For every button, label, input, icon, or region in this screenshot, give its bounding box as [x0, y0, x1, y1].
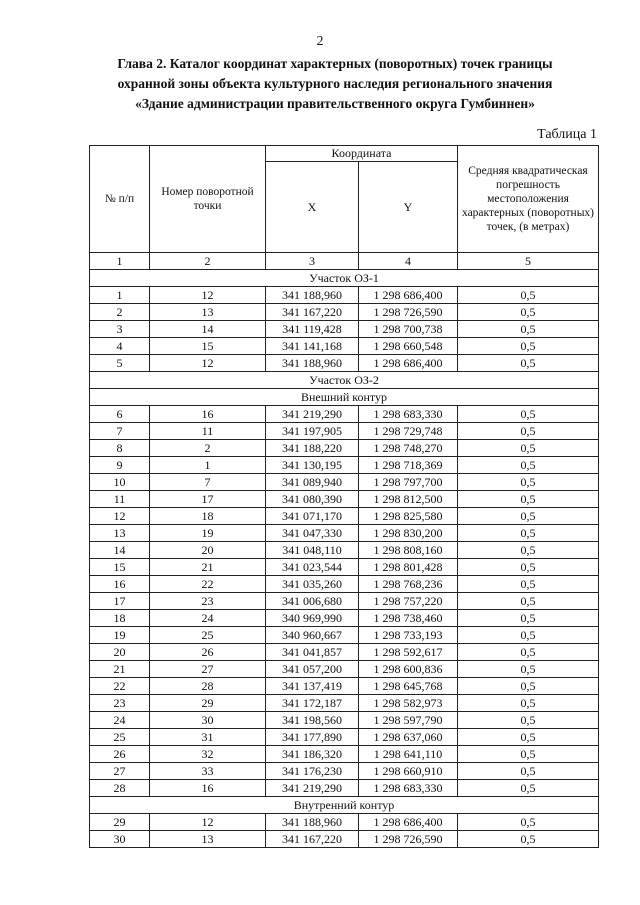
- cell-point-number: 26: [150, 644, 266, 661]
- page-number: 2: [316, 34, 324, 49]
- cell-num: 3: [90, 321, 150, 338]
- cell-x: 341 035,260: [266, 576, 359, 593]
- cell-error: 0,5: [458, 304, 599, 321]
- cell-x: 340 960,667: [266, 627, 359, 644]
- cell-error: 0,5: [458, 491, 599, 508]
- cell-num: 27: [90, 763, 150, 780]
- cell-x: 341 130,195: [266, 457, 359, 474]
- cell-error: 0,5: [458, 321, 599, 338]
- table-row: [90, 576, 599, 593]
- cell-x: 341 219,290: [266, 406, 359, 423]
- cell-num: 4: [90, 338, 150, 355]
- table-row: [90, 355, 599, 372]
- cell-num: 5: [90, 355, 150, 372]
- cell-error: 0,5: [458, 406, 599, 423]
- cell-point-number: 24: [150, 610, 266, 627]
- heading-line-3: «Здание администрации правительственного округа Гумбиннен»: [135, 96, 535, 111]
- cell-y: 1 298 637,060: [359, 729, 458, 746]
- cell-error: 0,5: [458, 780, 599, 797]
- table-row: [90, 678, 599, 695]
- cell-y: 1 298 718,369: [359, 457, 458, 474]
- cell-point-number: 25: [150, 627, 266, 644]
- cell-error: 0,5: [458, 627, 599, 644]
- cell-error: 0,5: [458, 457, 599, 474]
- cell-num: 1: [90, 287, 150, 304]
- table-row: [90, 423, 599, 440]
- cell-num: 28: [90, 780, 150, 797]
- cell-x: 341 071,170: [266, 508, 359, 525]
- cell-num: 17: [90, 593, 150, 610]
- header-y: Y: [359, 162, 458, 253]
- table-row: [90, 491, 599, 508]
- cell-x: 341 188,220: [266, 440, 359, 457]
- cell-point-number: 1: [150, 457, 266, 474]
- cell-point-number: 18: [150, 508, 266, 525]
- cell-y: 1 298 738,460: [359, 610, 458, 627]
- cell-y: 1 298 592,617: [359, 644, 458, 661]
- table-row: [90, 610, 599, 627]
- header-num: № п/п: [90, 146, 150, 253]
- cell-x: 341 141,168: [266, 338, 359, 355]
- cell-x: 341 057,200: [266, 661, 359, 678]
- column-number: 4: [359, 253, 458, 270]
- cell-error: 0,5: [458, 542, 599, 559]
- cell-point-number: 33: [150, 763, 266, 780]
- cell-point-number: 11: [150, 423, 266, 440]
- cell-point-number: 2: [150, 440, 266, 457]
- cell-y: 1 298 597,790: [359, 712, 458, 729]
- table-row: [90, 525, 599, 542]
- cell-num: 20: [90, 644, 150, 661]
- cell-point-number: 31: [150, 729, 266, 746]
- cell-num: 12: [90, 508, 150, 525]
- cell-y: 1 298 700,738: [359, 321, 458, 338]
- cell-error: 0,5: [458, 576, 599, 593]
- cell-y: 1 298 830,200: [359, 525, 458, 542]
- cell-x: 341 080,390: [266, 491, 359, 508]
- cell-error: 0,5: [458, 440, 599, 457]
- cell-point-number: 20: [150, 542, 266, 559]
- column-number: 1: [90, 253, 150, 270]
- cell-x: 341 197,905: [266, 423, 359, 440]
- cell-x: 341 177,890: [266, 729, 359, 746]
- cell-point-number: 19: [150, 525, 266, 542]
- cell-x: 341 089,940: [266, 474, 359, 491]
- cell-num: 19: [90, 627, 150, 644]
- cell-point-number: 12: [150, 287, 266, 304]
- cell-num: 9: [90, 457, 150, 474]
- table-row: [90, 406, 599, 423]
- cell-y: 1 298 726,590: [359, 304, 458, 321]
- cell-num: 14: [90, 542, 150, 559]
- table-row: [90, 338, 599, 355]
- cell-num: 18: [90, 610, 150, 627]
- coordinates-table: [89, 145, 599, 848]
- cell-num: 24: [90, 712, 150, 729]
- cell-x: 341 167,220: [266, 304, 359, 321]
- cell-x: 341 188,960: [266, 287, 359, 304]
- table-row: [90, 746, 599, 763]
- table-row: [90, 712, 599, 729]
- cell-point-number: 22: [150, 576, 266, 593]
- table-row: [90, 593, 599, 610]
- cell-point-number: 29: [150, 695, 266, 712]
- cell-point-number: 17: [150, 491, 266, 508]
- table-row: [90, 814, 599, 831]
- table-row: [90, 287, 599, 304]
- table-row: [90, 321, 599, 338]
- cell-point-number: 16: [150, 406, 266, 423]
- cell-x: 341 006,680: [266, 593, 359, 610]
- cell-error: 0,5: [458, 661, 599, 678]
- table-row: [90, 831, 599, 848]
- cell-num: 8: [90, 440, 150, 457]
- cell-num: 6: [90, 406, 150, 423]
- header-x: X: [266, 162, 359, 253]
- cell-x: 341 198,560: [266, 712, 359, 729]
- table-row: [90, 457, 599, 474]
- cell-x: 341 188,960: [266, 355, 359, 372]
- table-row: [90, 695, 599, 712]
- cell-error: 0,5: [458, 338, 599, 355]
- cell-num: 21: [90, 661, 150, 678]
- cell-x: 341 172,187: [266, 695, 359, 712]
- section-title: Участок ОЗ-2: [90, 372, 599, 389]
- column-number-row: [90, 253, 599, 270]
- table-row: [90, 763, 599, 780]
- cell-x: 341 048,110: [266, 542, 359, 559]
- cell-num: 16: [90, 576, 150, 593]
- cell-y: 1 298 686,400: [359, 287, 458, 304]
- table-row: [90, 304, 599, 321]
- table-row: [90, 440, 599, 457]
- cell-point-number: 21: [150, 559, 266, 576]
- cell-y: 1 298 729,748: [359, 423, 458, 440]
- cell-y: 1 298 641,110: [359, 746, 458, 763]
- cell-num: 30: [90, 831, 150, 848]
- cell-point-number: 30: [150, 712, 266, 729]
- section-title: Внешний контур: [90, 389, 599, 406]
- cell-num: 10: [90, 474, 150, 491]
- table-row: [90, 780, 599, 797]
- table-body: [90, 270, 599, 848]
- table-row: [90, 627, 599, 644]
- cell-x: 341 167,220: [266, 831, 359, 848]
- column-number: 2: [150, 253, 266, 270]
- table-row: [90, 661, 599, 678]
- cell-error: 0,5: [458, 695, 599, 712]
- cell-point-number: 23: [150, 593, 266, 610]
- table-label: Таблица 1: [537, 127, 597, 142]
- cell-num: 11: [90, 491, 150, 508]
- cell-point-number: 13: [150, 304, 266, 321]
- cell-num: 29: [90, 814, 150, 831]
- cell-error: 0,5: [458, 423, 599, 440]
- cell-error: 0,5: [458, 610, 599, 627]
- section-title: Внутренний контур: [90, 797, 599, 814]
- cell-point-number: 14: [150, 321, 266, 338]
- cell-num: 25: [90, 729, 150, 746]
- cell-error: 0,5: [458, 559, 599, 576]
- cell-error: 0,5: [458, 814, 599, 831]
- cell-y: 1 298 683,330: [359, 406, 458, 423]
- cell-error: 0,5: [458, 712, 599, 729]
- table-header: [90, 146, 599, 270]
- cell-x: 341 186,320: [266, 746, 359, 763]
- cell-y: 1 298 797,700: [359, 474, 458, 491]
- cell-y: 1 298 645,768: [359, 678, 458, 695]
- cell-num: 7: [90, 423, 150, 440]
- cell-point-number: 15: [150, 338, 266, 355]
- header-coordinate: Координата: [266, 146, 458, 162]
- cell-y: 1 298 582,973: [359, 695, 458, 712]
- cell-error: 0,5: [458, 474, 599, 491]
- table-row: [90, 729, 599, 746]
- cell-y: 1 298 733,193: [359, 627, 458, 644]
- cell-y: 1 298 801,428: [359, 559, 458, 576]
- cell-y: 1 298 686,400: [359, 355, 458, 372]
- cell-x: 341 047,330: [266, 525, 359, 542]
- cell-error: 0,5: [458, 525, 599, 542]
- cell-error: 0,5: [458, 831, 599, 848]
- cell-error: 0,5: [458, 644, 599, 661]
- cell-num: 23: [90, 695, 150, 712]
- cell-point-number: 12: [150, 814, 266, 831]
- table-row: [90, 474, 599, 491]
- table-row: [90, 542, 599, 559]
- cell-y: 1 298 757,220: [359, 593, 458, 610]
- cell-x: 341 041,857: [266, 644, 359, 661]
- cell-error: 0,5: [458, 593, 599, 610]
- chapter-heading: [70, 54, 600, 114]
- cell-y: 1 298 748,270: [359, 440, 458, 457]
- cell-point-number: 16: [150, 780, 266, 797]
- heading-line-1: Глава 2. Каталог координат характерных (поворотных) точек границы: [117, 56, 553, 71]
- cell-y: 1 298 812,500: [359, 491, 458, 508]
- cell-error: 0,5: [458, 355, 599, 372]
- cell-error: 0,5: [458, 678, 599, 695]
- table-row: [90, 559, 599, 576]
- header-mean-square-error: Средняя квадратическая погрешность местоположения характерных (поворотных) точек, (в метрах): [458, 146, 599, 253]
- cell-x: 341 188,960: [266, 814, 359, 831]
- cell-error: 0,5: [458, 746, 599, 763]
- cell-x: 341 219,290: [266, 780, 359, 797]
- cell-point-number: 13: [150, 831, 266, 848]
- cell-y: 1 298 808,160: [359, 542, 458, 559]
- section-title-row: [90, 372, 599, 389]
- cell-error: 0,5: [458, 763, 599, 780]
- cell-x: 341 023,544: [266, 559, 359, 576]
- column-number: 3: [266, 253, 359, 270]
- heading-line-2: охранной зоны объекта культурного наследия регионального значения: [117, 76, 553, 91]
- cell-y: 1 298 768,236: [359, 576, 458, 593]
- cell-y: 1 298 726,590: [359, 831, 458, 848]
- cell-error: 0,5: [458, 729, 599, 746]
- column-number: 5: [458, 253, 599, 270]
- cell-point-number: 7: [150, 474, 266, 491]
- cell-point-number: 27: [150, 661, 266, 678]
- cell-num: 13: [90, 525, 150, 542]
- cell-x: 341 119,428: [266, 321, 359, 338]
- table-row: [90, 644, 599, 661]
- cell-error: 0,5: [458, 508, 599, 525]
- cell-point-number: 28: [150, 678, 266, 695]
- cell-y: 1 298 660,548: [359, 338, 458, 355]
- cell-y: 1 298 660,910: [359, 763, 458, 780]
- cell-y: 1 298 686,400: [359, 814, 458, 831]
- section-title: Участок ОЗ-1: [90, 270, 599, 287]
- cell-num: 15: [90, 559, 150, 576]
- section-title-row: [90, 270, 599, 287]
- cell-y: 1 298 825,580: [359, 508, 458, 525]
- cell-point-number: 12: [150, 355, 266, 372]
- table-row: [90, 508, 599, 525]
- section-title-row: [90, 389, 599, 406]
- section-title-row: [90, 797, 599, 814]
- cell-error: 0,5: [458, 287, 599, 304]
- cell-y: 1 298 683,330: [359, 780, 458, 797]
- cell-num: 26: [90, 746, 150, 763]
- cell-x: 340 969,990: [266, 610, 359, 627]
- cell-point-number: 32: [150, 746, 266, 763]
- cell-x: 341 137,419: [266, 678, 359, 695]
- cell-num: 22: [90, 678, 150, 695]
- cell-y: 1 298 600,836: [359, 661, 458, 678]
- cell-num: 2: [90, 304, 150, 321]
- header-point-number: Номер поворотной точки: [150, 146, 266, 253]
- cell-x: 341 176,230: [266, 763, 359, 780]
